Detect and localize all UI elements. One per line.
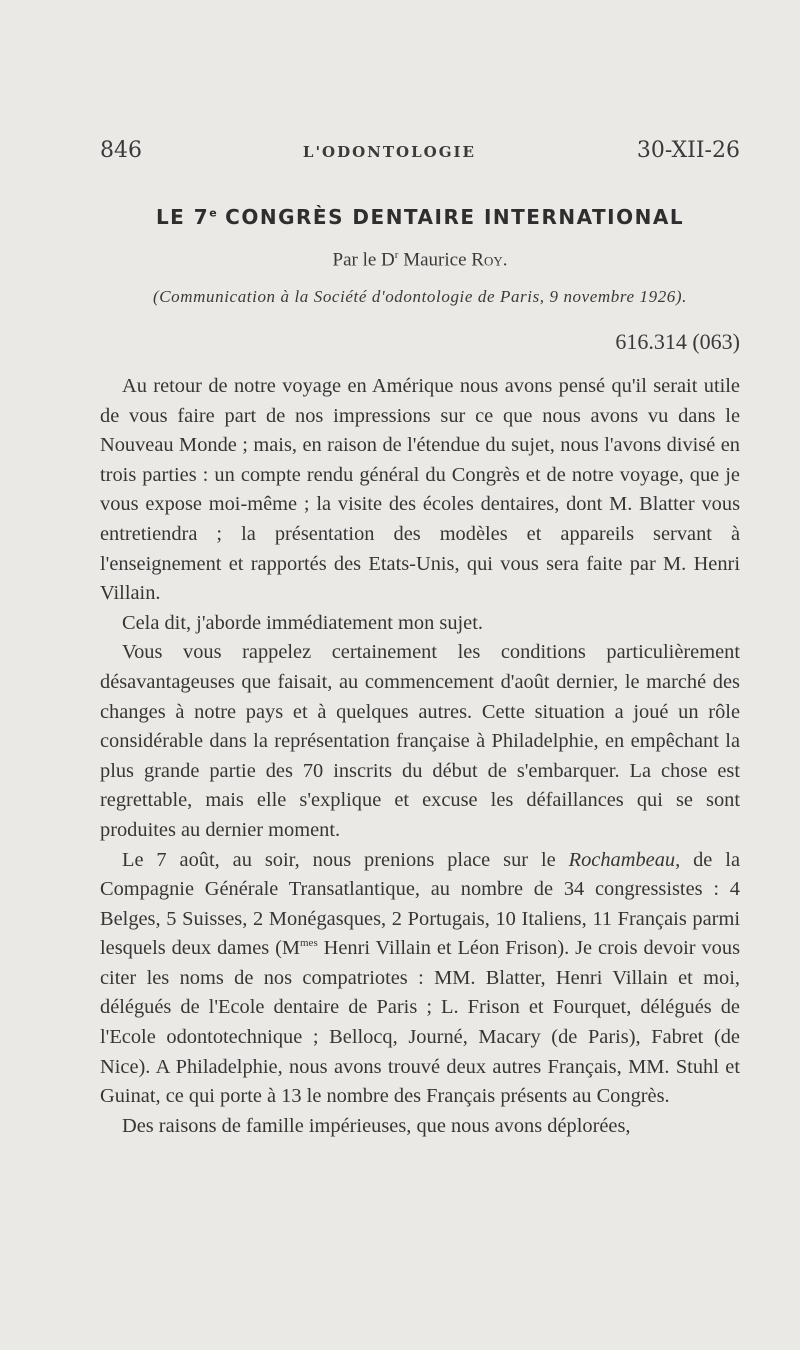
journal-title: L'ODONTOLOGIE: [302, 143, 476, 161]
article-title: LE 7e CONGRÈS DENTAIRE INTERNATIONAL: [155, 205, 685, 229]
article-byline: Par le $D^r$ Maurice Roy.: [332, 249, 508, 271]
paragraph: Le 7 août, au soir, nous prenions place sur le Rochambeau, de la Compagnie Générale Transatlantique, au nombre de 34 congressistes : 4 Belges, 5 Suisses, 2 Monégasques, 2 Portugais, 10 Italiens, 11 Français parmi lesquels deux dames ($M^{mes}$ Henri Villain et Léon Frison). Je crois devoir vous citer les noms de nos compatriotes : MM. Blatter, Henri Villain et moi, délégués de l'Ecole dentaire de Paris ; L. Frison et Fourquet, délégués de l'Ecole odontotechnique ; Bellocq, Journé, Macary (de Paris), Fabret (de Nice). A Philadelphie, nous avons trouvé deux autres Français, MM. Stuhl et Guinat, ce qui porte à 13 le nombre des Français présents au Congrès.: [100, 848, 741, 1108]
article-body: [100, 372, 740, 1141]
paragraph: Vous vous rappelez certainement les conditions particulièrement désavantageuses que faisait, au commencement d'août dernier, le marché des changes à notre pays et à quelques autres. Cette situation a joué un rôle considérable dans la représentation française à Philadelphie, en empêchant la plus grande partie des 70 inscrits du début de s'embarquer. La chose est regrettable, mais elle s'explique et excuse les défaillances qui se sont produites au dernier moment.: [100, 641, 740, 841]
classification-number: 616.314 (063): [615, 329, 740, 354]
paragraph: Cela dit, j'aborde immédiatement mon sujet.: [122, 611, 483, 634]
running-header: [100, 138, 740, 163]
page-number: 846: [100, 138, 142, 163]
issue-date: 30-XII-26: [636, 138, 740, 163]
communication-note: (Communication à la Société d'odontologie de Paris, 9 novembre 1926).: [152, 287, 688, 306]
paragraph: Des raisons de famille impérieuses, que nous avons déplorées,: [122, 1114, 631, 1137]
paragraph: Au retour de notre voyage en Amérique nous avons pensé qu'il serait utile de vous faire part de nos impressions sur ce que nous avons vu dans le Nouveau Monde ; mais, en raison de l'étendue du sujet, nous l'avons divisé en trois parties : un compte rendu général du Congrès et de notre voyage, que je vous expose moi-même ; la visite des écoles dentaires, dont M. Blatter vous entretiendra ; la présentation des modèles et appareils servant à l'enseignement et rapportés des Etats-Unis, qui vous sera faite par M. Henri Villain.: [100, 375, 740, 605]
